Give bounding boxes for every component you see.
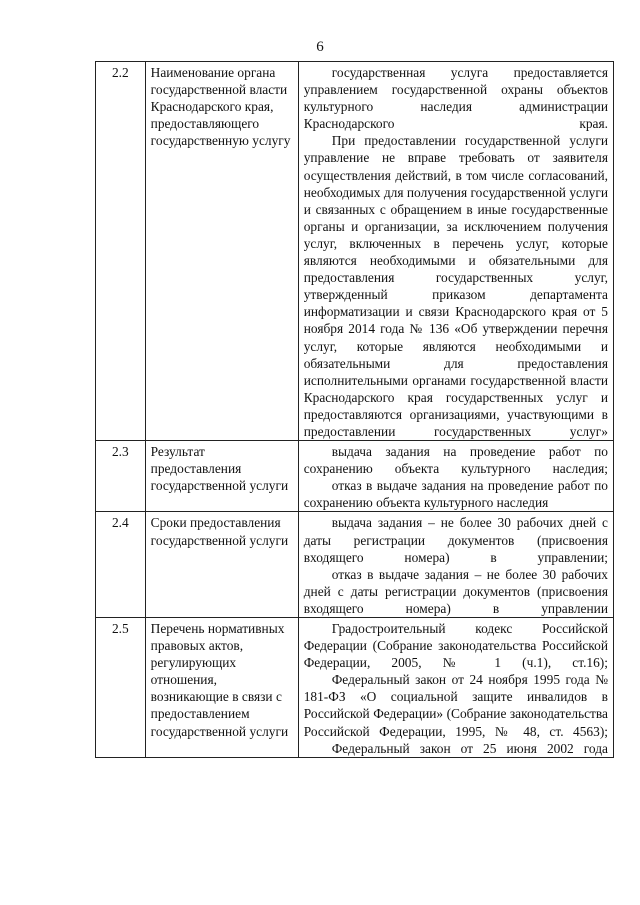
row-title: Наименование органа государственной власти Краснодарского края, предоставляющего государственную услугу <box>145 62 298 441</box>
row-number: 2.3 <box>96 441 146 512</box>
row-title: Сроки предоставления государственной услуги <box>145 512 298 618</box>
row-content <box>298 512 613 618</box>
row-content <box>298 62 613 441</box>
row-paragraph: выдача задания – не более 30 рабочих дней с даты регистрации документов (присвоения входящего номера) в управлении; <box>303 515 608 565</box>
row-paragraph: При предоставлении государственной услуги управление не вправе требовать от заявителя осуществления действий, в том числе согласований, необходимых для получения государственной услуги и связанных с обращением в иные государственные органы и организации, за исключением получения услуг, включенных в перечень услуг, которые являются необходимыми и обязательными для предоставления государственных услуг, утвержденный приказом департамента информатизации и связи Краснодарского края от 5 ноября 2014 года № 136 «Об утверждении перечня услуг, которые являются необходимыми и обязательными для предоставления исполнительными органами государственной власти Краснодарского края государственных услуг и предоставляются организациями, участвующими в предоставлении государственных услуг» <box>303 133 608 439</box>
row-content <box>298 441 613 512</box>
row-paragraph: Федеральный закон от 24 ноября 1995 года № 181-ФЗ «О социальной защите инвалидов в Российской Федерации» (Собрание законодательства Российской Федерации, 1995, № 48, ст. 4563); <box>303 672 608 739</box>
row-paragraph: выдача задания на проведение работ по сохранению объекта культурного наследия; <box>303 444 608 477</box>
row-number: 2.2 <box>96 62 146 441</box>
table-row-2-3 <box>96 441 614 512</box>
regulation-table <box>95 61 614 758</box>
row-paragraph: Градостроительный кодекс Российской Федерации (Собрание законодательства Российской Федерации, 2005, № 1 (ч.1), ст.16); <box>303 621 608 671</box>
row-title: Перечень нормативных правовых актов, регулирующих отношения, возникающие в связи с предоставлением государственной услуги <box>145 618 298 758</box>
row-paragraph: отказ в выдаче задания на проведение работ по сохранению объекта культурного наследия <box>303 478 608 511</box>
table-row-2-5 <box>96 618 614 758</box>
row-paragraph: отказ в выдаче задания – не более 30 рабочих дней с даты регистрации документов (присвоения входящего номера) в управлении <box>303 566 608 616</box>
table-row-2-2 <box>96 62 614 441</box>
row-title: Результат предоставления государственной услуги <box>145 441 298 512</box>
row-paragraph: государственная услуга предоставляется управлением государственной охраны объектов культурного наследия администрации Краснодарского края. <box>303 65 608 132</box>
row-number: 2.5 <box>96 618 146 758</box>
row-paragraph: Федеральный закон от 25 июня 2002 года <box>331 740 608 756</box>
row-number: 2.4 <box>96 512 146 618</box>
page-number: 6 <box>316 39 324 55</box>
table-row-2-4 <box>96 512 614 618</box>
row-content <box>298 618 613 758</box>
